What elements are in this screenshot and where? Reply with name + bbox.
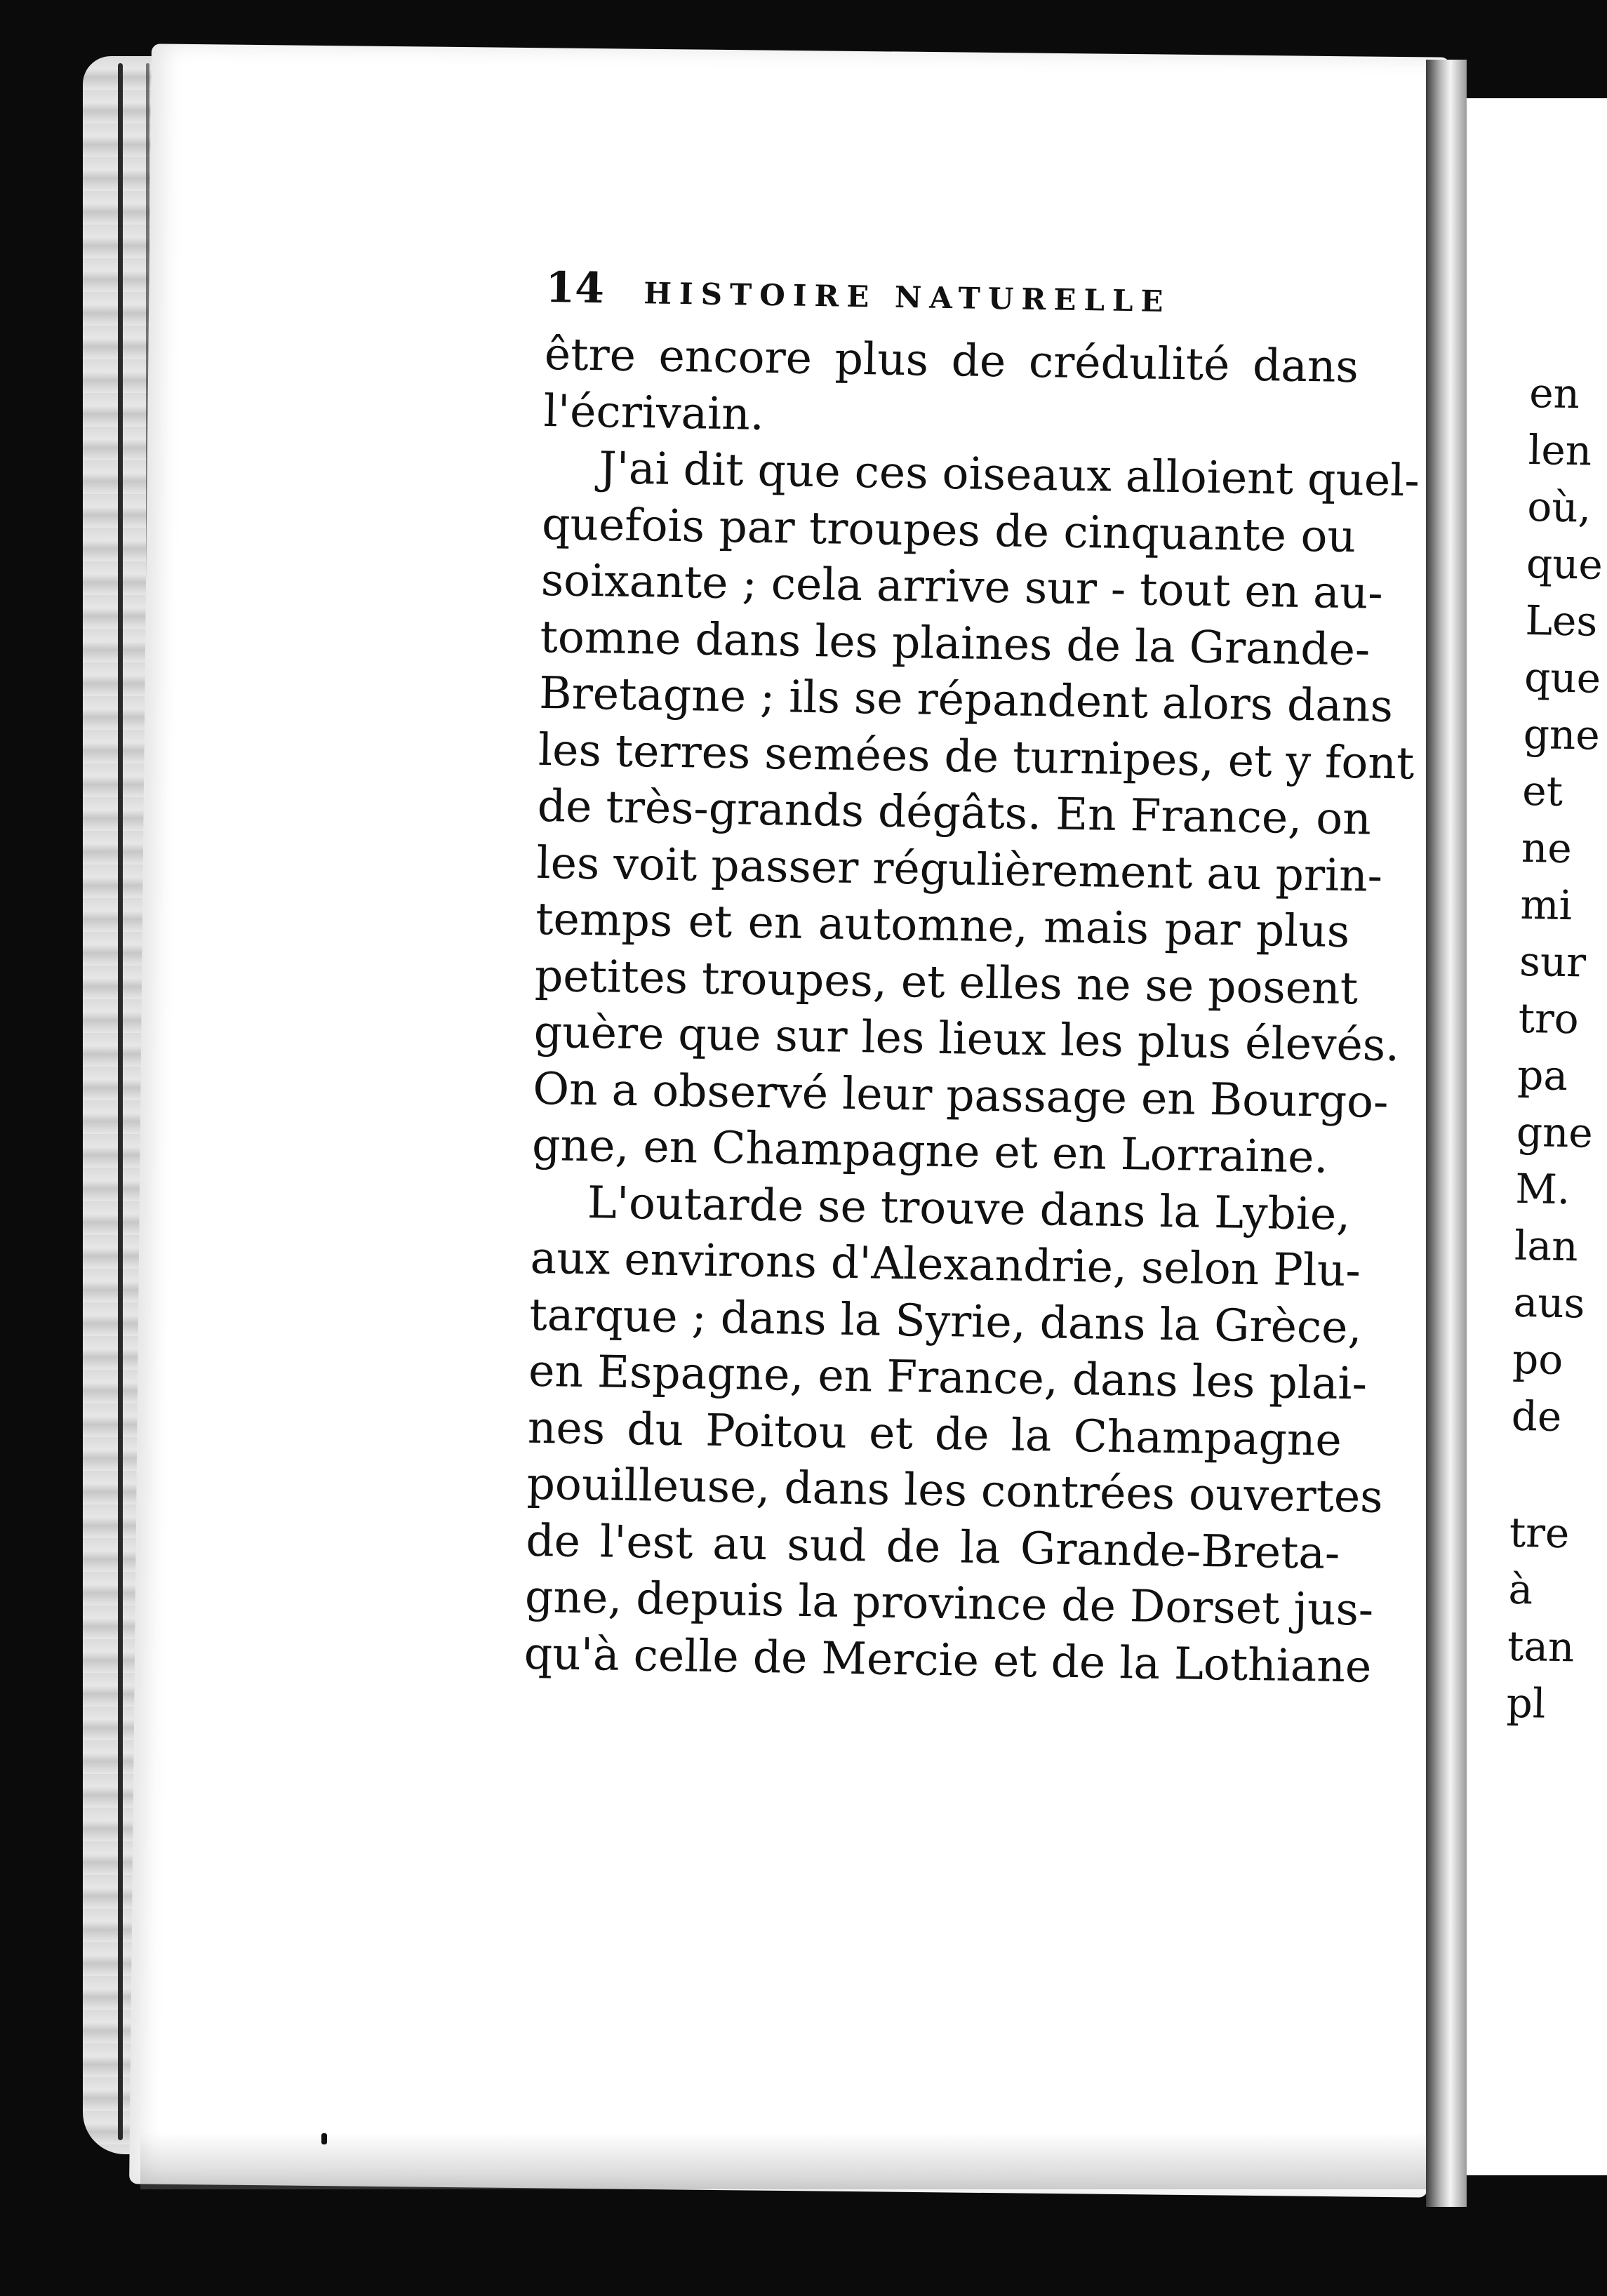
text-line: de très-grands dégâts. En France, on (537, 780, 1372, 845)
text-line: en Espagne, en France, dans les plai- (528, 1344, 1368, 1410)
text-line: nes du Poitou et de la Champagne (527, 1401, 1342, 1466)
body-text (524, 326, 1420, 1695)
text-fragment: ne (1521, 823, 1573, 873)
text-fragment: que (1523, 653, 1601, 702)
text-line: gne, en Champagne et en Lorraine. (531, 1119, 1329, 1183)
text-fragment: de (1511, 1391, 1562, 1441)
text-line: pouilleuse, dans les contrées ouvertes (526, 1457, 1384, 1523)
text-line: être encore plus de crédulité dans (544, 328, 1359, 393)
page-edge-stripe (118, 63, 123, 2140)
text-fragment: où, (1526, 482, 1592, 532)
text-fragment: pl (1506, 1678, 1546, 1728)
text-line: guère que sur les lieux les plus élevés. (533, 1006, 1400, 1072)
text-fragment: lan (1514, 1221, 1579, 1271)
text-line: gne, depuis la province de Dorset jus- (524, 1570, 1374, 1636)
page-number: 14 (545, 263, 605, 314)
text-fragment: M. (1514, 1164, 1571, 1214)
text-fragment: sur (1519, 937, 1587, 987)
text-fragment: Les (1525, 596, 1598, 646)
text-line: temps et en automne, mais par plus (535, 893, 1350, 958)
book-gutter (1426, 60, 1467, 2207)
text-line: petites troupes, et elles ne se posent (534, 949, 1359, 1014)
text-fragment: en (1528, 368, 1580, 418)
text-line: de l'est au sud de la Grande-Breta- (525, 1514, 1340, 1579)
text-fragment: et (1521, 766, 1563, 815)
text-fragment: tan (1507, 1622, 1575, 1671)
text-line: aux environs d'Alexandrie, selon Plu- (530, 1232, 1361, 1297)
text-line: On a observé leur passage en Bourgo- (532, 1062, 1389, 1128)
text-fragment: pa (1516, 1050, 1568, 1100)
text-fragment: gne (1516, 1107, 1594, 1157)
text-fragment: à (1507, 1565, 1533, 1614)
ink-speck (321, 2133, 327, 2144)
text-fragment: gne (1523, 709, 1601, 759)
text-line: les voit passer régulièrement au prin- (536, 836, 1383, 902)
text-fragment: tre (1509, 1508, 1570, 1558)
text-fragment: que (1526, 539, 1603, 589)
text-line: J'ai dit que ces oiseaux alloient quel- (598, 442, 1420, 507)
text-line: les terres semées de turnipes, et y font (538, 723, 1415, 789)
text-fragment: len (1528, 425, 1592, 475)
text-line: Bretagne ; ils se répandent alors dans (538, 667, 1394, 733)
text-fragment: tro (1518, 994, 1580, 1043)
text-fragment: po (1512, 1335, 1563, 1384)
text-fragment: aus (1513, 1278, 1585, 1328)
left-page-text (524, 263, 1420, 1695)
text-line: tomne dans les plaines de la Grande- (540, 610, 1371, 676)
text-line: tarque ; dans la Syrie, dans la Grèce, (528, 1288, 1363, 1353)
text-line: qu'à celle de Mercie et de la Lothiane (524, 1627, 1372, 1693)
page-bottom-shadow (140, 2133, 1460, 2189)
text-line: L'outarde se trouve dans la Lybie, (587, 1176, 1351, 1240)
text-line: quefois par troupes de cinquante ou (541, 498, 1356, 562)
text-line: soixante ; cela arrive sur - tout en au- (540, 554, 1384, 619)
text-fragment: mi (1519, 880, 1573, 930)
running-title: HISTOIRE NATURELLE (643, 276, 1171, 319)
text-line: l'écrivain. (543, 385, 765, 440)
